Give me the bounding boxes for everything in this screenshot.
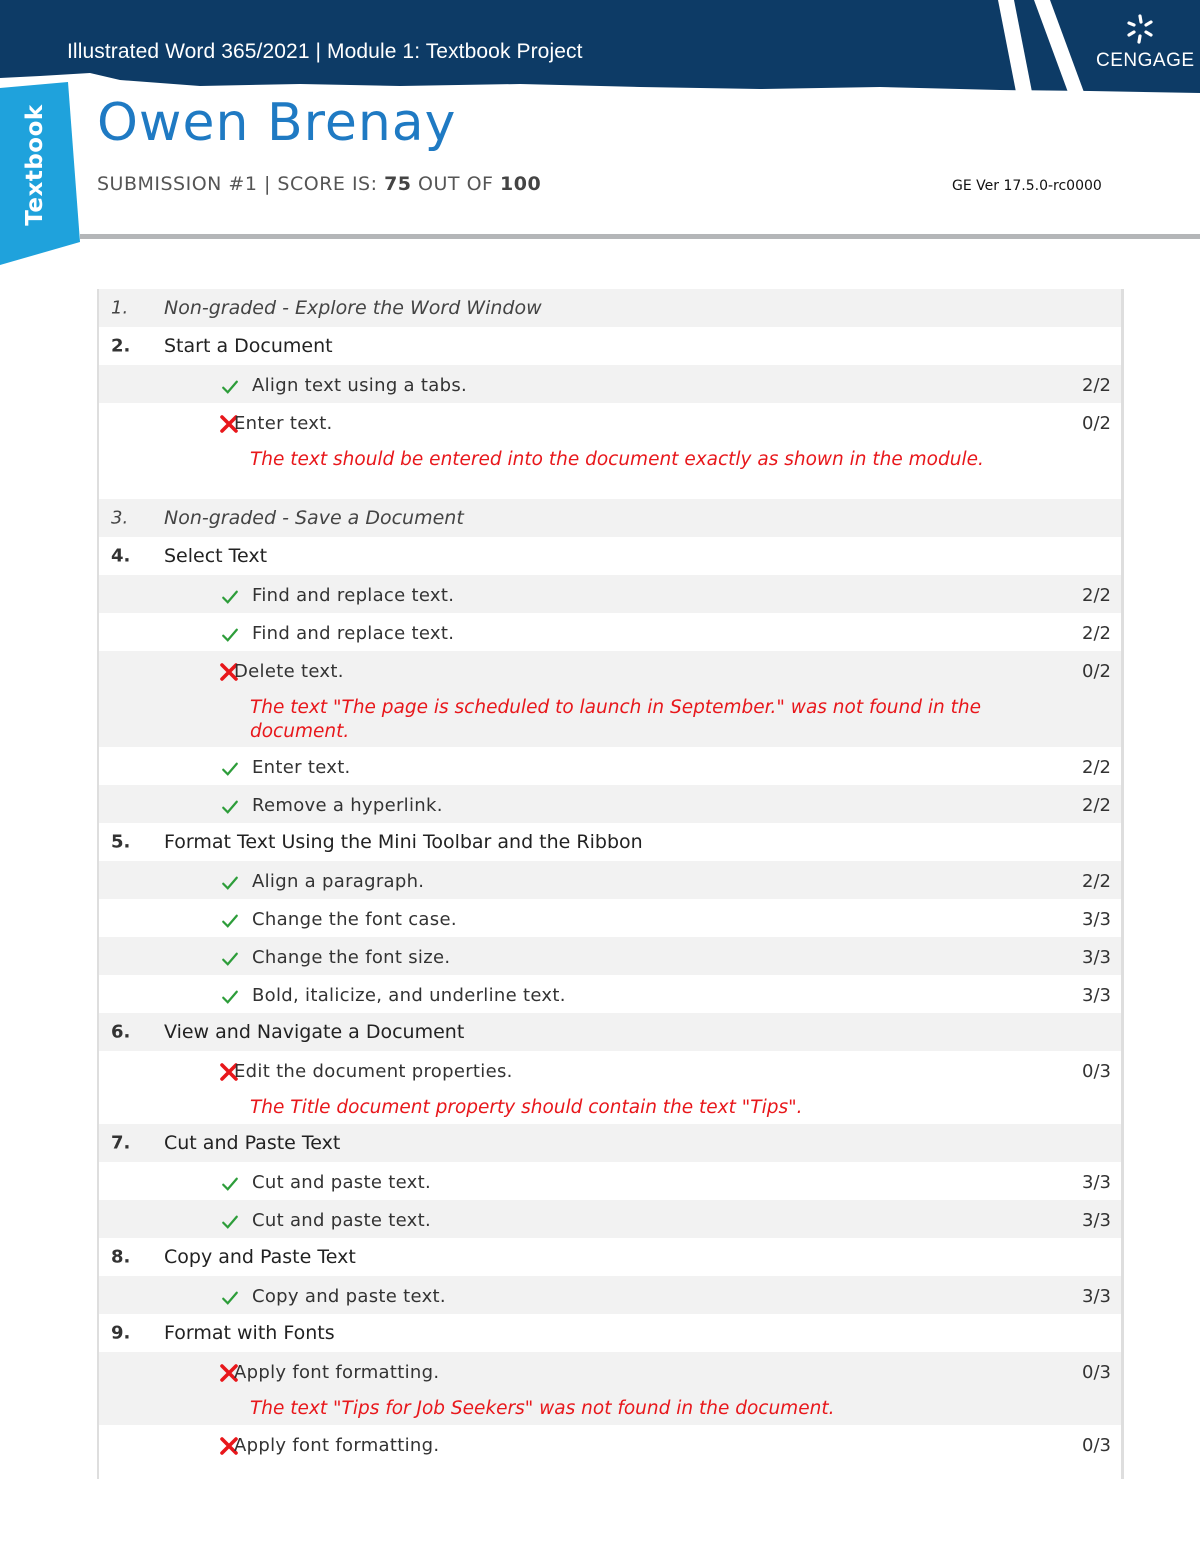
section-number: 1. [111,297,129,319]
item-score: 3/3 [1082,985,1111,1006]
item-score: 2/2 [1082,871,1111,892]
check-item-row [99,651,1121,747]
item-score: 2/2 [1082,795,1111,816]
check-item-row [99,403,1121,499]
section-row [99,289,1121,327]
item-label: Align a paragraph. [252,871,425,892]
cengage-logo-icon [1122,14,1158,44]
section-number: 9. [111,1322,131,1344]
section-row [99,823,1121,861]
section-row [99,1013,1121,1051]
section-title: Non-graded - Save a Document [164,507,464,529]
course-title: Illustrated Word 365/2021 | Module 1: Textbook Project [67,40,583,63]
total-value: 100 [500,173,542,195]
section-title: Non-graded - Explore the Word Window [164,297,542,319]
section-row [99,537,1121,575]
item-score: 2/2 [1082,623,1111,644]
check-icon [221,912,239,930]
item-score: 0/3 [1082,1362,1111,1383]
check-icon [221,378,239,396]
section-row [99,1124,1121,1162]
check-icon [221,760,239,778]
item-label: Remove a hyperlink. [252,795,443,816]
item-score: 3/3 [1082,909,1111,930]
submission-summary [97,173,541,195]
section-title: Copy and Paste Text [164,1246,356,1268]
feedback-message: The text "Tips for Job Seekers" was not found in the document. [250,1398,835,1419]
item-label: Find and replace text. [252,623,455,644]
check-item-row [99,861,1121,899]
section-title: Cut and Paste Text [164,1132,341,1154]
check-icon [221,1213,239,1231]
section-title: Start a Document [164,335,333,357]
section-row [99,1314,1121,1352]
item-label: Edit the document properties. [234,1061,513,1082]
section-title: Format with Fonts [164,1322,335,1344]
item-label: Change the font case. [252,909,457,930]
section-number: 4. [111,545,131,567]
student-name: Owen Brenay [97,93,457,153]
check-icon [221,874,239,892]
check-item-row [99,1200,1121,1238]
check-item-row [99,1162,1121,1200]
item-score: 0/3 [1082,1061,1111,1082]
item-label: Cut and paste text. [252,1210,431,1231]
item-score: 3/3 [1082,1286,1111,1307]
feedback-message: The Title document property should contain the text "Tips". [250,1097,803,1118]
feedback-message: The text "The page is scheduled to launch in September." was not found in the document. [250,697,981,742]
item-label: Align text using a tabs. [252,375,468,396]
check-icon [221,798,239,816]
item-score: 0/2 [1082,661,1111,682]
item-label: Find and replace text. [252,585,455,606]
section-number: 2. [111,335,131,357]
check-item-row [99,1425,1121,1463]
item-score: 2/2 [1082,585,1111,606]
item-label: Apply font formatting. [234,1435,440,1456]
check-item-row [99,747,1121,785]
item-score: 0/2 [1082,413,1111,434]
check-icon [221,1289,239,1307]
section-row [99,327,1121,365]
check-item-row [99,575,1121,613]
item-score: 2/2 [1082,375,1111,396]
check-item-row [99,613,1121,651]
section-title: Select Text [164,545,268,567]
item-label: Cut and paste text. [252,1172,431,1193]
item-label: Bold, italicize, and underline text. [252,985,566,1006]
section-title: View and Navigate a Document [164,1021,465,1043]
feedback-message: The text should be entered into the document exactly as shown in the module. [250,449,984,470]
check-item-row [99,785,1121,823]
item-score: 2/2 [1082,757,1111,778]
version-label: GE Ver 17.5.0-rc0000 [952,178,1102,194]
item-label: Apply font formatting. [234,1362,440,1383]
check-item-row [99,1051,1121,1124]
item-label: Copy and paste text. [252,1286,446,1307]
check-icon [221,588,239,606]
check-icon [221,950,239,968]
out-of-text: OUT OF [411,173,500,195]
side-tab-label: Textbook [22,104,48,226]
item-score: 3/3 [1082,1172,1111,1193]
score-value: 75 [384,173,412,195]
section-number: 5. [111,831,131,853]
item-label: Delete text. [234,661,344,682]
check-item-row [99,1276,1121,1314]
item-label: Enter text. [234,413,333,434]
section-number: 7. [111,1132,131,1154]
section-number: 6. [111,1021,131,1043]
item-score: 3/3 [1082,1210,1111,1231]
check-icon [221,626,239,644]
section-number: 8. [111,1246,131,1268]
item-score: 0/3 [1082,1435,1111,1456]
section-row [99,499,1121,537]
header-divider [80,234,1200,239]
check-item-row [99,975,1121,1013]
cengage-logo [1096,14,1195,72]
item-label: Enter text. [252,757,351,778]
item-label: Change the font size. [252,947,451,968]
section-title: Format Text Using the Mini Toolbar and the Ribbon [164,831,643,853]
check-item-row [99,937,1121,975]
check-item-row [99,899,1121,937]
check-icon [221,1175,239,1193]
check-icon [221,988,239,1006]
section-row [99,1238,1121,1276]
section-number: 3. [111,507,129,529]
cengage-logo-text: CENGAGE [1096,50,1195,71]
check-item-row [99,365,1121,403]
results-list [97,289,1124,1479]
check-item-row [99,1352,1121,1425]
submission-prefix: SUBMISSION #1 | SCORE IS: [97,173,385,195]
item-score: 3/3 [1082,947,1111,968]
